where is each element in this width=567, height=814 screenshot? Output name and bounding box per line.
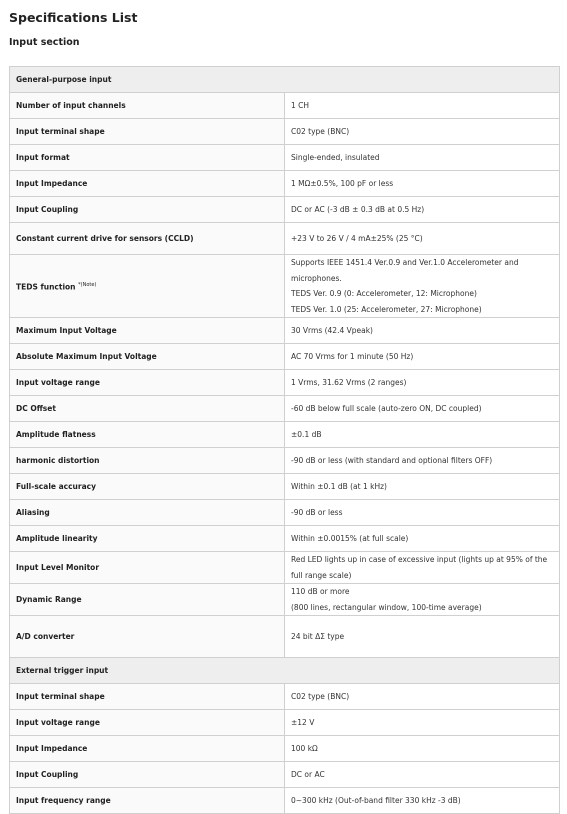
spec-value: 24 bit ΔΣ type: [291, 631, 345, 641]
spec-label-cell: [10, 197, 285, 223]
spec-value: DC or AC: [291, 769, 325, 779]
spec-label-cell: [10, 710, 285, 736]
spec-label: Absolute Maximum Input Voltage: [16, 351, 157, 361]
spec-label: Input voltage range: [16, 717, 100, 727]
spec-label: Input terminal shape: [16, 691, 105, 701]
table-row: [10, 344, 560, 370]
spec-value: Single-ended, insulated: [291, 152, 380, 162]
spec-value: Within ±0.0015% (at full scale): [291, 533, 409, 543]
table-row: [10, 396, 560, 422]
section-title: Input section: [9, 37, 80, 48]
spec-value-cell: [285, 736, 560, 762]
spec-label-cell: [10, 422, 285, 448]
spec-label: Amplitude linearity: [16, 533, 98, 543]
spec-label-cell: [10, 526, 285, 552]
table-row: [10, 197, 560, 223]
spec-value-cell: [285, 710, 560, 736]
table-row: [10, 474, 560, 500]
spec-label: Input frequency range: [16, 795, 111, 805]
table-row: [10, 762, 560, 788]
table-row: [10, 736, 560, 762]
table-row: [10, 684, 560, 710]
spec-label: Input Impedance: [16, 178, 88, 188]
spec-value-cell: [285, 788, 560, 814]
spec-label-cell: [10, 223, 285, 255]
spec-label: Full-scale accuracy: [16, 481, 96, 491]
spec-value: AC 70 Vrms for 1 minute (50 Hz): [291, 351, 414, 361]
spec-value: 1 Vrms, 31.62 Vrms (2 ranges): [291, 377, 407, 387]
spec-label-cell: [10, 145, 285, 171]
spec-label-cell: [10, 684, 285, 710]
spec-label: Input voltage range: [16, 377, 100, 387]
spec-label: Input Impedance: [16, 743, 88, 753]
spec-value: ±12 V: [291, 717, 315, 727]
spec-value-cell: [285, 223, 560, 255]
spec-label-cell: [10, 370, 285, 396]
table-row: [10, 422, 560, 448]
group-header-row: [10, 658, 560, 684]
spec-value: 1 CH: [291, 100, 310, 110]
spec-label: A/D converter: [16, 631, 75, 641]
spec-value: 100 kΩ: [291, 743, 318, 753]
spec-value: C02 type (BNC): [291, 126, 350, 136]
spec-value: -60 dB below full scale (auto-zero ON, DC coupled): [291, 403, 482, 413]
spec-label-cell: [10, 762, 285, 788]
spec-value-cell: [285, 616, 560, 658]
spec-label: Input format: [16, 152, 70, 162]
spec-value-cell: [285, 500, 560, 526]
spec-value: Red LED lights up in case of excessive input (lights up at 95% of the full range scale): [291, 555, 548, 580]
spec-label-cell: [10, 500, 285, 526]
spec-label-cell: [10, 552, 285, 584]
spec-label-cell: [10, 396, 285, 422]
spec-value-cell: [285, 422, 560, 448]
spec-value: Within ±0.1 dB (at 1 kHz): [291, 481, 387, 491]
spec-value-cell: [285, 448, 560, 474]
group-header-row: [10, 67, 560, 93]
spec-value: Supports IEEE 1451.4 Ver.0.9 and Ver.1.0 Accelerometer and microphones.: [291, 258, 519, 283]
spec-label-cell: [10, 255, 285, 318]
spec-value-cell: [285, 119, 560, 145]
spec-value: ±0.1 dB: [291, 429, 322, 439]
spec-value: -90 dB or less: [291, 507, 343, 517]
table-row: [10, 223, 560, 255]
spec-value-cell: [285, 171, 560, 197]
spec-label: harmonic distortion: [16, 455, 100, 465]
spec-value-cell: [285, 255, 560, 318]
spec-value-cell: [285, 396, 560, 422]
spec-label-cell: [10, 171, 285, 197]
table-row: [10, 526, 560, 552]
spec-label-cell: [10, 736, 285, 762]
spec-label-cell: [10, 474, 285, 500]
spec-value-cell: [285, 552, 560, 584]
table-row: [10, 616, 560, 658]
spec-value: 1 MΩ±0.5%, 100 pF or less: [291, 178, 394, 188]
note-marker[interactable]: *(Note): [78, 281, 97, 288]
table-row: [10, 145, 560, 171]
spec-label: Input terminal shape: [16, 126, 105, 136]
spec-value: +23 V to 26 V / 4 mA±25% (25 °C): [291, 233, 423, 243]
table-row: [10, 93, 560, 119]
spec-label: Input Level Monitor: [16, 562, 100, 572]
group-heading: General-purpose input: [10, 67, 560, 93]
spec-value: TEDS Ver. 0.9 (0: Accelerometer, 12: Microphone): [291, 289, 477, 298]
table-row: [10, 552, 560, 584]
spec-value-cell: [285, 762, 560, 788]
spec-value-cell: [285, 370, 560, 396]
spec-value: DC or AC (-3 dB ± 0.3 dB at 0.5 Hz): [291, 204, 425, 214]
spec-value-cell: [285, 93, 560, 119]
spec-label-cell: [10, 448, 285, 474]
spec-label: Dynamic Range: [16, 594, 82, 604]
table-row: [10, 255, 560, 318]
spec-label: Amplitude flatness: [16, 429, 96, 439]
table-row: [10, 710, 560, 736]
spec-label-cell: [10, 788, 285, 814]
spec-table: [9, 66, 560, 814]
spec-label: Number of input channels: [16, 100, 126, 110]
spec-label: Input Coupling: [16, 204, 79, 214]
spec-label-cell: [10, 616, 285, 658]
spec-value-cell: [285, 318, 560, 344]
spec-value-cell: [285, 474, 560, 500]
spec-label-cell: [10, 119, 285, 145]
spec-value: TEDS Ver. 1.0 (25: Accelerometer, 27: Microphone): [291, 304, 482, 314]
table-row: [10, 500, 560, 526]
spec-value-cell: [285, 145, 560, 171]
spec-value: 110 dB or more: [291, 587, 350, 596]
table-row: [10, 788, 560, 814]
spec-label-cell: [10, 584, 285, 616]
spec-value: 0~300 kHz (Out-of-band filter 330 kHz -3 dB): [291, 795, 461, 805]
spec-label: Input Coupling: [16, 769, 79, 779]
table-row: [10, 370, 560, 396]
table-row: [10, 584, 560, 616]
spec-label-cell: [10, 93, 285, 119]
page-title: Specifications List: [9, 10, 138, 25]
spec-value: (800 lines, rectangular window, 100-time average): [291, 602, 482, 612]
spec-value-cell: [285, 526, 560, 552]
spec-value-cell: [285, 584, 560, 616]
spec-label-cell: [10, 344, 285, 370]
group-heading: External trigger input: [10, 658, 560, 684]
table-row: [10, 119, 560, 145]
spec-value-cell: [285, 344, 560, 370]
spec-label: DC Offset: [16, 403, 56, 413]
spec-value-cell: [285, 197, 560, 223]
table-row: [10, 318, 560, 344]
spec-value: -90 dB or less (with standard and optional filters OFF): [291, 455, 493, 465]
spec-value: C02 type (BNC): [291, 691, 350, 701]
spec-label: TEDS function: [16, 282, 76, 291]
spec-value: 30 Vrms (42.4 Vpeak): [291, 325, 373, 335]
spec-value-cell: [285, 684, 560, 710]
table-row: [10, 171, 560, 197]
spec-label: Maximum Input Voltage: [16, 325, 117, 335]
table-row: [10, 448, 560, 474]
spec-label-cell: [10, 318, 285, 344]
spec-label: Constant current drive for sensors (CCLD): [16, 233, 194, 243]
spec-label: Aliasing: [16, 507, 50, 517]
